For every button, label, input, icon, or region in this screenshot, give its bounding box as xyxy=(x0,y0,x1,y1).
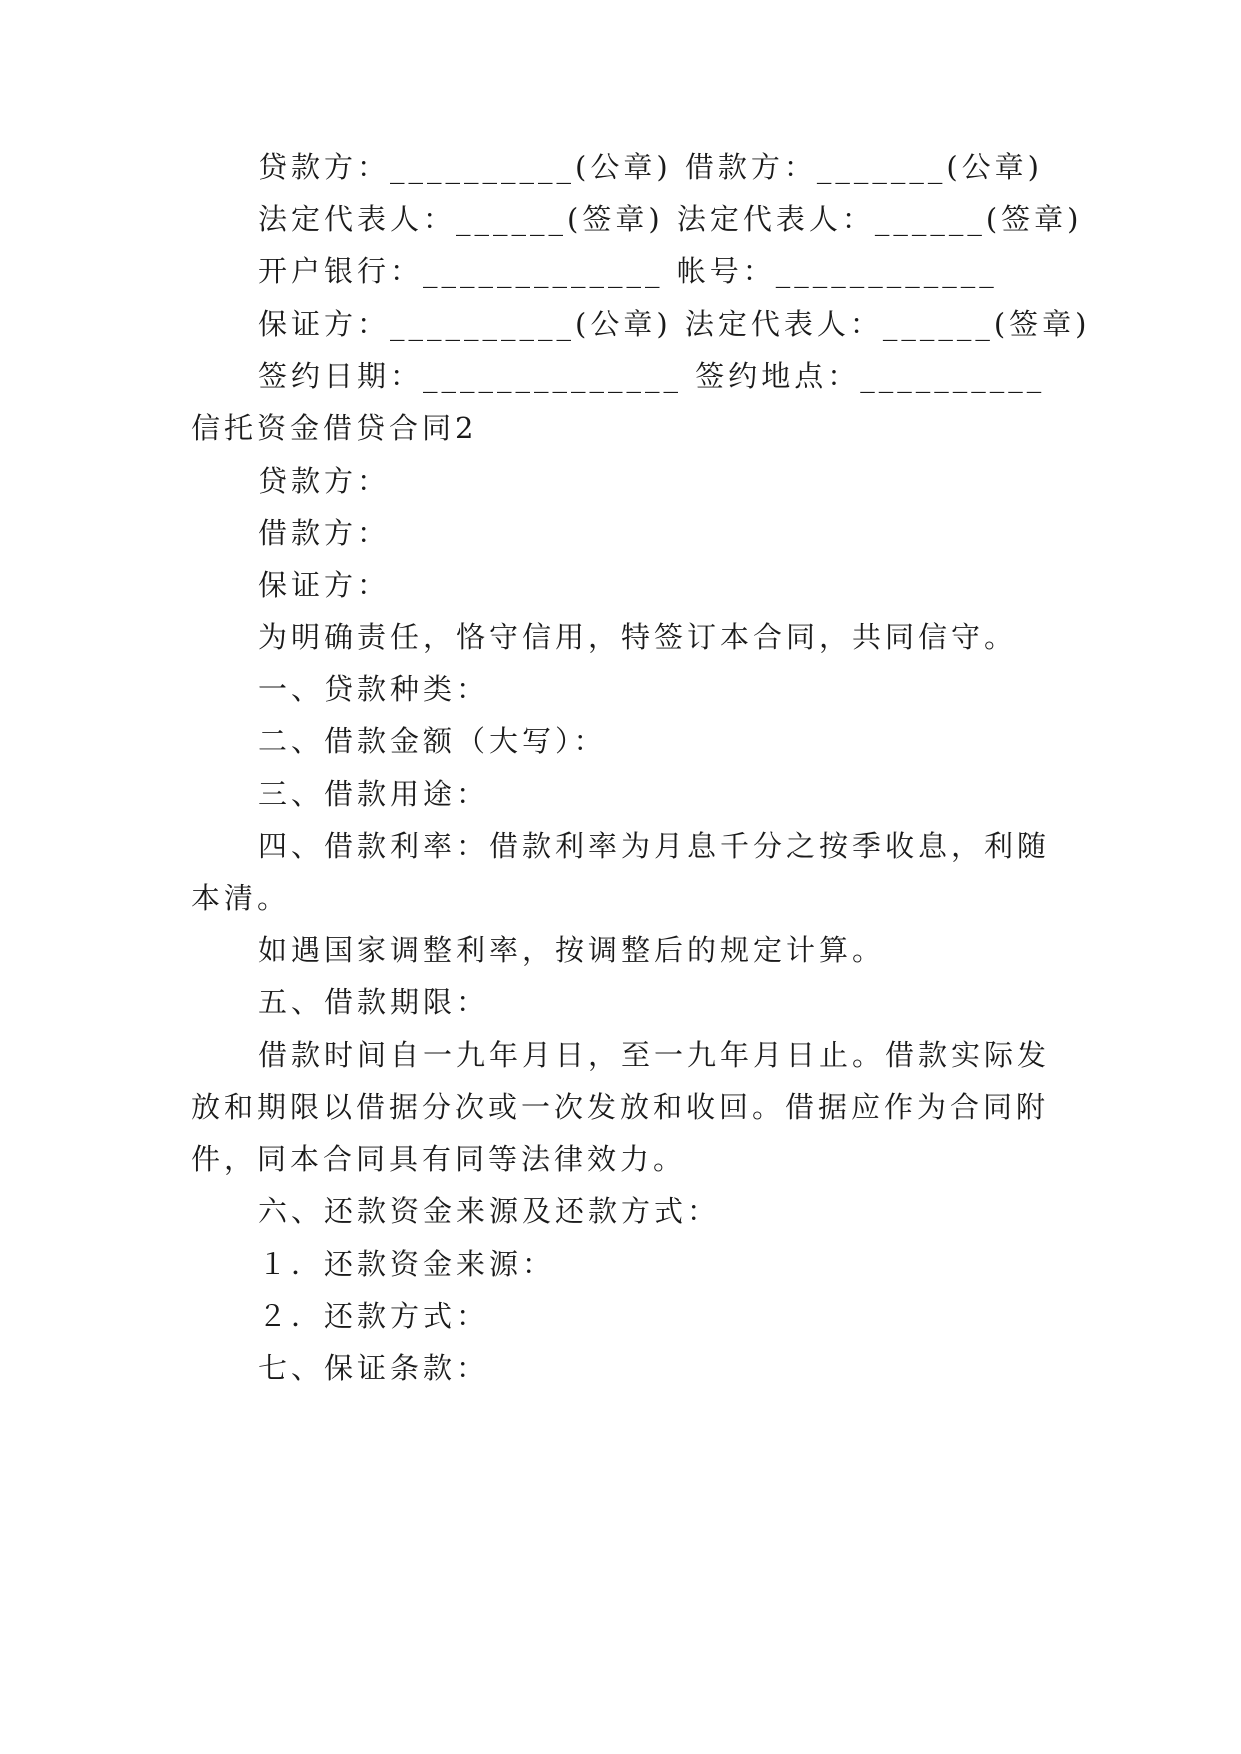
clause-4-rate-adjustment: 如遇国家调整利率，按调整后的规定计算。 xyxy=(258,933,886,967)
signature-line-legal-representatives: 法定代表人：______(签章) 法定代表人：______(签章) xyxy=(258,202,1083,236)
contract-title: 信托资金借贷合同2 xyxy=(191,411,478,445)
signature-line-lender-borrower: 贷款方：__________(公章) 借款方：_______(公章) xyxy=(258,150,1043,184)
clause-7-guarantee: 七、保证条款： xyxy=(258,1351,490,1385)
clause-2-loan-amount: 二、借款金额（大写）： xyxy=(258,724,607,758)
signature-line-bank-account: 开户银行：_____________ 帐号：____________ xyxy=(258,254,998,288)
clause-5-text-line-2: 放和期限以借据分次或一次发放和收回。借据应作为合同附 xyxy=(191,1090,1050,1124)
preamble: 为明确责任，恪守信用，特签订本合同，共同信守。 xyxy=(258,620,1018,654)
party-guarantor: 保证方： xyxy=(258,568,391,602)
signature-line-guarantor: 保证方：__________(公章) 法定代表人：______(签章) xyxy=(258,307,1091,341)
party-borrower: 借款方： xyxy=(258,516,391,550)
clause-4-interest-rate-cont: 本清。 xyxy=(191,881,291,915)
clause-1-loan-type: 一、贷款种类： xyxy=(258,672,490,706)
clause-6-1-repayment-source: １．还款资金来源： xyxy=(258,1247,556,1281)
clause-6-repayment: 六、还款资金来源及还款方式： xyxy=(258,1194,721,1228)
signature-line-date-place: 签约日期：______________ 签约地点：__________ xyxy=(258,359,1046,393)
clause-3-loan-purpose: 三、借款用途： xyxy=(258,777,490,811)
clause-6-2-repayment-method: ２．还款方式： xyxy=(258,1299,490,1333)
clause-5-loan-term: 五、借款期限： xyxy=(258,985,490,1019)
clause-4-interest-rate: 四、借款利率：借款利率为月息千分之按季收息，利随 xyxy=(258,829,1051,863)
party-lender: 贷款方： xyxy=(258,464,391,498)
clause-5-text-line-3: 件，同本合同具有同等法律效力。 xyxy=(191,1142,687,1176)
clause-5-text-line-1: 借款时间自一九年月日，至一九年月日止。借款实际发 xyxy=(258,1038,1051,1072)
